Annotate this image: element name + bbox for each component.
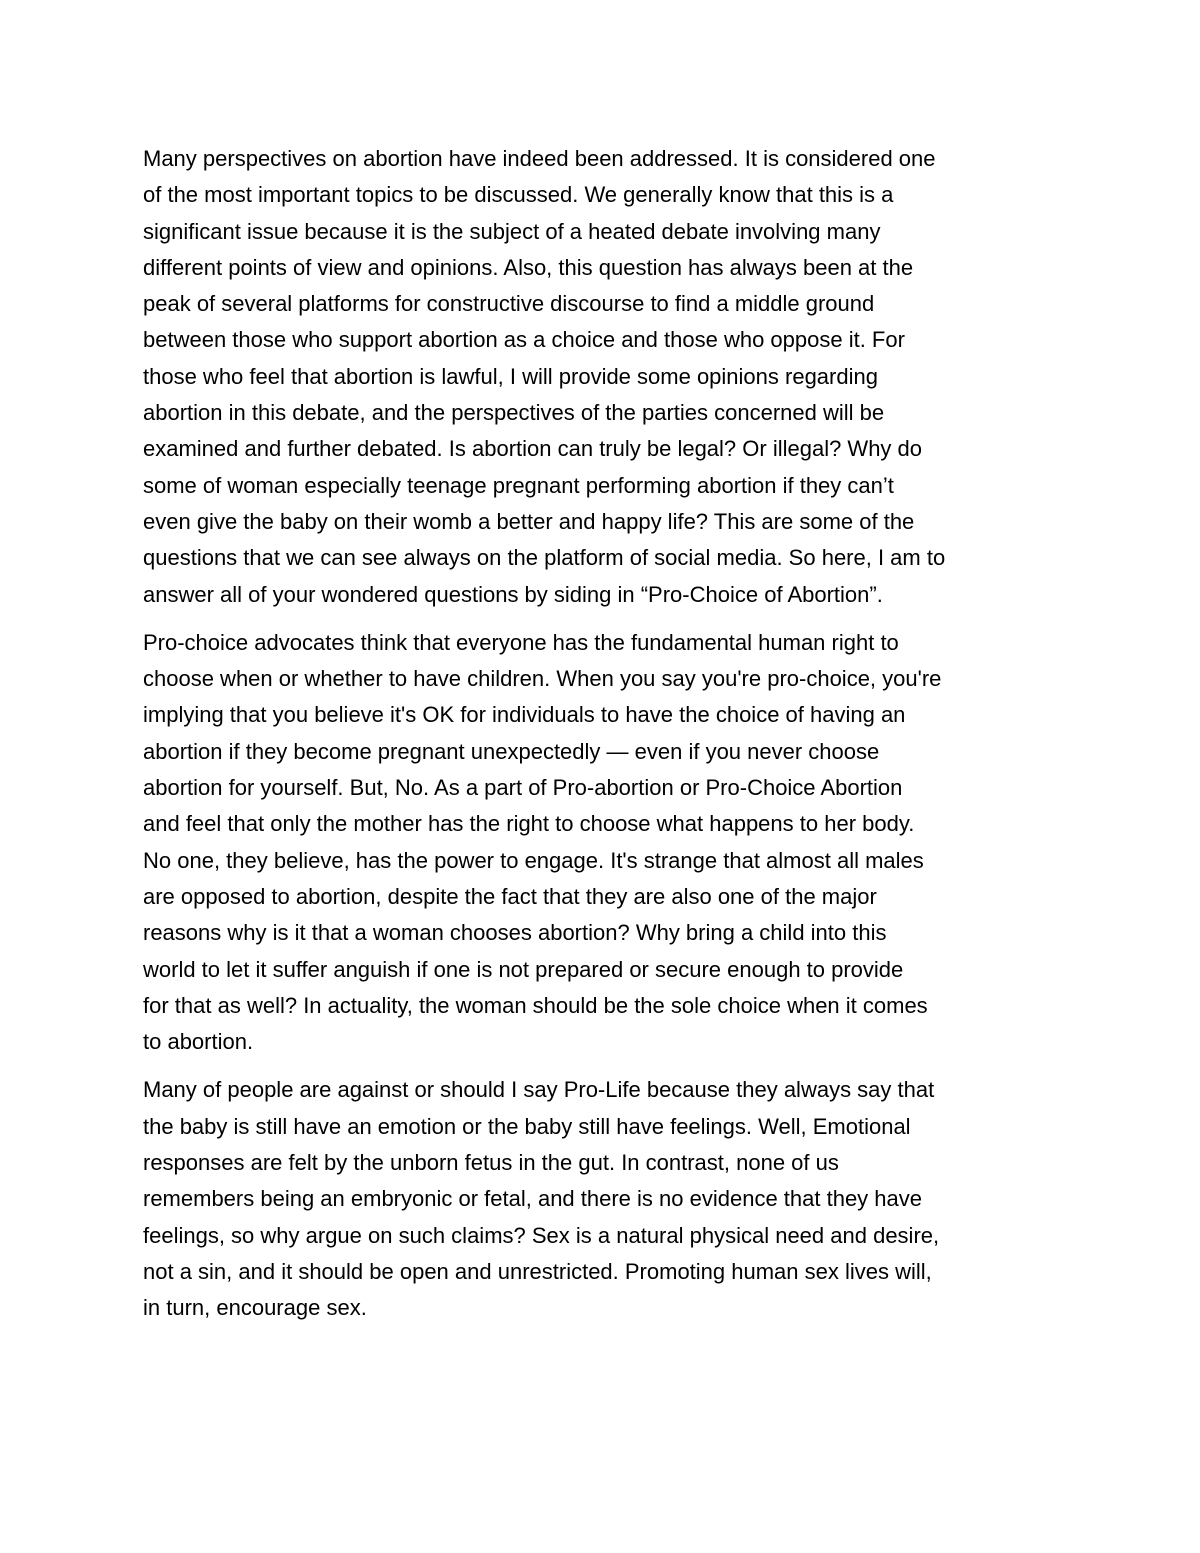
text-line: those who feel that abortion is lawful, I will provide some opinions regarding (143, 363, 878, 389)
text-line: reasons why is it that a woman chooses abortion? Why bring a child into this (143, 920, 887, 946)
text-line: remembers being an embryonic or fetal, and there is no evidence that they have (143, 1186, 923, 1212)
text-line: even give the baby on their womb a better and happy life? This are some of the (143, 508, 915, 534)
text-line: Many of people are against or should I say Pro-Life because they always say that (143, 1077, 935, 1103)
text-line: No one, they believe, has the power to engage. It's strange that almost all males (143, 847, 924, 873)
document-body (143, 141, 1063, 1339)
text-line: some of woman especially teenage pregnant performing abortion if they can’t (143, 472, 894, 498)
text-line: responses are felt by the unborn fetus in the gut. In contrast, none of us (143, 1150, 839, 1176)
text-line: abortion for yourself. But, No. As a part of Pro-abortion or Pro-Choice Abortion (143, 775, 903, 801)
text-line: in turn, encourage sex. (143, 1295, 367, 1321)
text-line: and feel that only the mother has the right to choose what happens to her body. (143, 811, 915, 837)
text-line: examined and further debated. Is abortion can truly be legal? Or illegal? Why do (143, 436, 923, 462)
text-line: implying that you believe it's OK for individuals to have the choice of having an (143, 702, 906, 728)
text-line: answer all of your wondered questions by siding in “Pro-Choice of Abortion”. (143, 581, 883, 607)
text-line: different points of view and opinions. Also, this question has always been at the (143, 254, 914, 280)
text-line: questions that we can see always on the platform of social media. So here, I am to (143, 545, 946, 571)
text-line: world to let it suffer anguish if one is not prepared or secure enough to provide (143, 956, 904, 982)
text-line: between those who support abortion as a choice and those who oppose it. For (143, 327, 905, 353)
text-line: abortion in this debate, and the perspectives of the parties concerned will be (143, 400, 885, 426)
text-line: Many perspectives on abortion have indeed been addressed. It is considered one (143, 146, 936, 171)
paragraph-3 (143, 1072, 1063, 1326)
text-line: Pro-choice advocates think that everyone has the fundamental human right to (143, 629, 899, 655)
text-line: not a sin, and it should be open and unrestricted. Promoting human sex lives will, (143, 1258, 932, 1284)
text-line: of the most important topics to be discussed. We generally know that this is a (143, 182, 894, 208)
text-line: for that as well? In actuality, the woman should be the sole choice when it comes (143, 992, 928, 1018)
text-line: significant issue because it is the subject of a heated debate involving many (143, 218, 881, 244)
text-line: choose when or whether to have children. When you say you're pro-choice, you're (143, 666, 942, 692)
paragraph-1 (143, 141, 1063, 613)
text-line: abortion if they become pregnant unexpectedly — even if you never choose (143, 738, 880, 764)
paragraph-2 (143, 625, 1063, 1061)
text-line: to abortion. (143, 1029, 254, 1055)
text-line: peak of several platforms for constructive discourse to find a middle ground (143, 291, 875, 317)
text-line: are opposed to abortion, despite the fact that they are also one of the major (143, 883, 877, 909)
text-line: the baby is still have an emotion or the baby still have feelings. Well, Emotional (143, 1113, 911, 1139)
text-line: feelings, so why argue on such claims? Sex is a natural physical need and desire, (143, 1222, 940, 1248)
